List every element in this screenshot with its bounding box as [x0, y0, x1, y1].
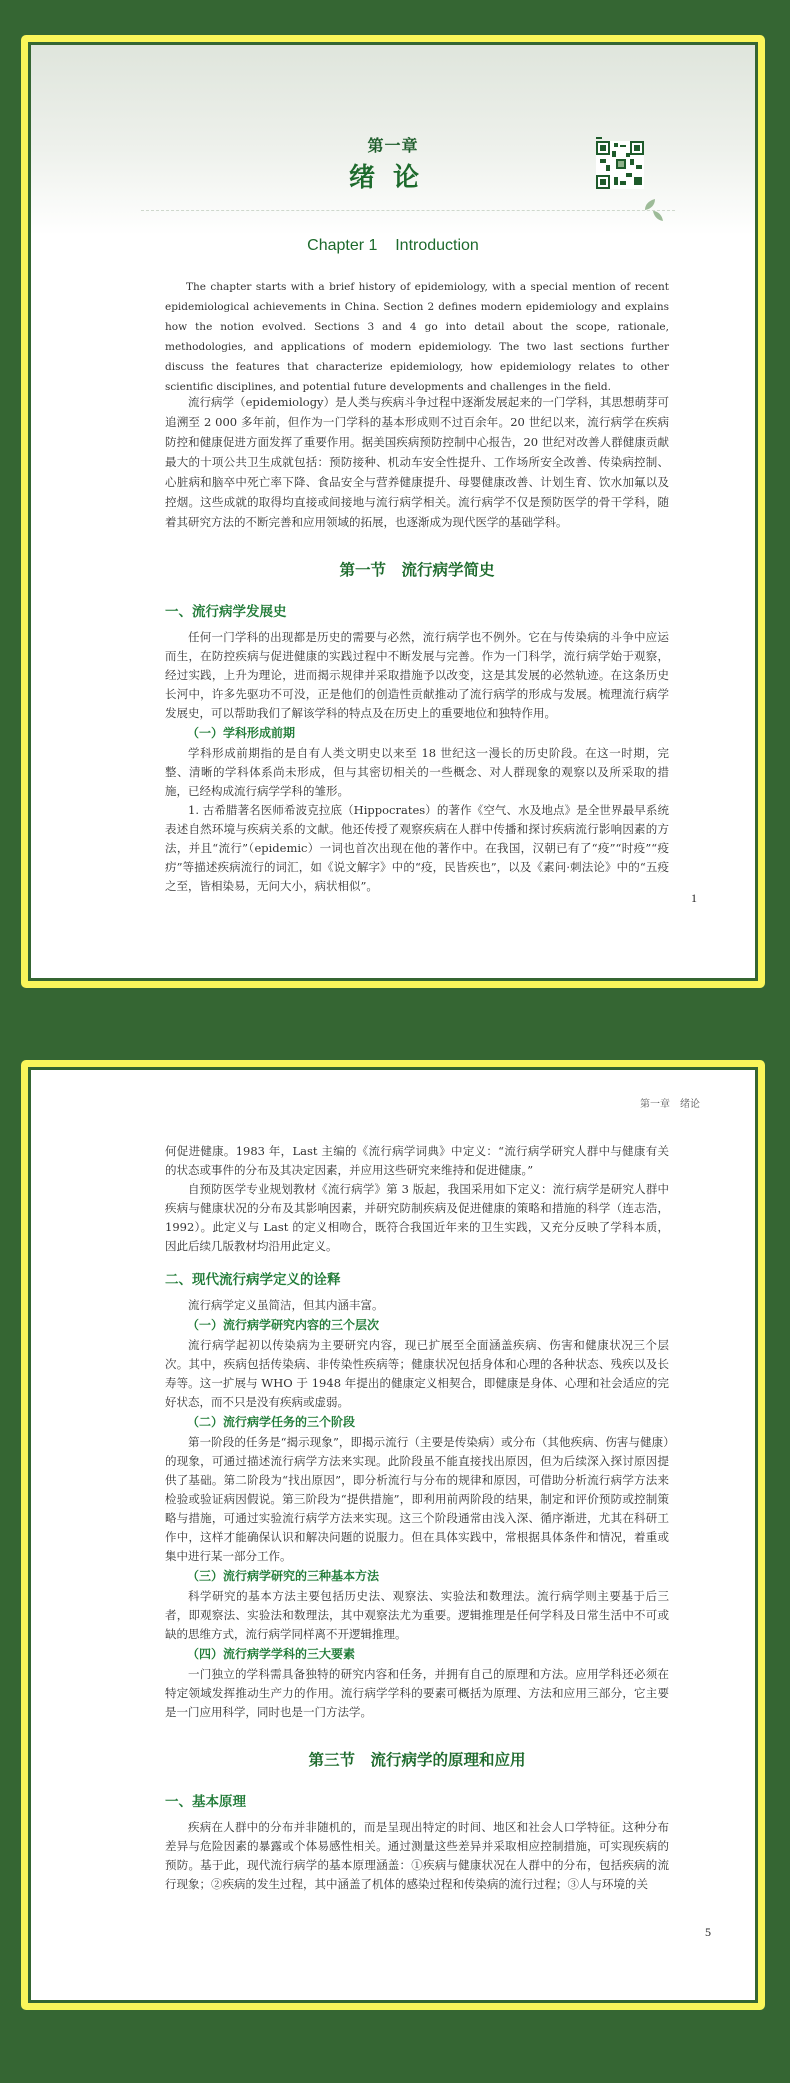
qr-code-icon[interactable] [596, 137, 644, 189]
abstract-text: The chapter starts with a brief history of epidemiology, with a special mention of recent epidemiological achievements in China. Section 2 defines modern epidemiology and explains how the notion evolved. Sections 3 and 4 go into detail about the scope, rationale, methodologies, and applications of modern epidemiology. The two last sections further discuss the features that characterize epidemiology, how epidemiology relates to other scientific disciplines, and potential future developments and challenges in the field. [165, 281, 669, 393]
page-number: 1 [691, 891, 697, 905]
section-title: 第一节 流行病学简史 [339, 561, 495, 579]
heading-2: （四）流行病学学科的三大要素 [187, 1647, 356, 1661]
heading-2: （二）流行病学任务的三个阶段 [187, 1415, 356, 1429]
heading-2: （一）学科形成前期 [187, 726, 296, 740]
english-chapter-title: Chapter 1 Introduction [307, 237, 479, 254]
paragraph: 自预防医学专业规划教材《流行病学》第 3 版起，我国采用如下定义：流行病学是研究人群中疾病与健康状况的分布及其影响因素，并研究防制疾病及促进健康的策略和措施的科学（连志浩，1992）。此定义与 Last 的定义相吻合，既符合我国近年来的卫生实践，又充分反映了学科本质，因此后续几版教材均沿用此定义。 [165, 1182, 669, 1253]
heading-2: （一）流行病学研究内容的三个层次 [187, 1318, 380, 1332]
paragraph: 流行病学定义虽简洁，但其内涵丰富。 [188, 1298, 384, 1312]
page-number: 5 [705, 1925, 711, 1939]
page1-body [165, 392, 669, 896]
paragraph: 疾病在人群中的分布并非随机的，而是呈现出特定的时间、地区和社会人口学特征。这种分布差异与危险因素的暴露或个体易感性相关。通过测量这些差异并采取相应控制措施，可实现疾病的预防。基于此，现代流行病学的基本原理涵盖：①疾病与健康状况在人群中的分布，包括疾病的流行现象；②疾病的发生过程，其中涵盖了机体的感染过程和传染病的流行过程；③人与环境的关 [165, 1820, 669, 1891]
leaf-icon [643, 198, 665, 222]
heading-2: （三）流行病学研究的三种基本方法 [187, 1569, 380, 1583]
paragraph: 流行病学起初以传染病为主要研究内容，现已扩展至全面涵盖疾病、伤害和健康状况三个层次。其中，疾病包括传染病、非传染性疾病等；健康状况包括身体和心理的各种状态、残疾以及长寿等。这一扩展与 WHO 于 1948 年提出的健康定义相契合，即健康是身体、心理和社会适应的完好状态，而不只是没有疾病或虚弱。 [165, 1338, 669, 1409]
paragraph: 何促进健康。1983 年，Last 主编的《流行病学词典》中定义：“流行病学研究人群中与健康有关的状态或事件的分布及其决定因素，并应用这些研究来维持和促进健康。” [165, 1144, 669, 1177]
section-title: 第三节 流行病学的原理和应用 [308, 1751, 526, 1769]
page-frame-2 [21, 1060, 765, 2010]
heading-1: 二、现代流行病学定义的诠释 [165, 1272, 341, 1288]
book-page-1 [31, 45, 755, 978]
page2-body [165, 1142, 669, 1894]
page-frame-1 [21, 35, 765, 988]
paragraph: 学科形成前期指的是自有人类文明史以来至 18 世纪这一漫长的历史阶段。在这一时期，完整、清晰的学科体系尚未形成，但与其密切相关的一些概念、对人群现象的观察以及所采取的措施，已经构成流行病学学科的雏形。 [165, 746, 669, 798]
chapter-title: 绪论 [348, 163, 437, 193]
heading-1: 一、基本原理 [165, 1794, 246, 1810]
running-head: 第一章 绪论 [640, 1099, 700, 1110]
paragraph: 一门独立的学科需具备独特的研究内容和任务，并拥有自己的原理和方法。应用学科还必须在特定领域发挥推动生产力的作用。流行病学学科的要素可概括为原理、方法和应用三部分，它主要是一门应用科学，同时也是一门方法学。 [165, 1667, 669, 1719]
chapter-label: 第一章 [367, 136, 419, 155]
paragraph: 任何一门学科的出现都是历史的需要与必然，流行病学也不例外。它在与传染病的斗争中应运而生，在防控疾病与促进健康的实践过程中不断发展与完善。作为一门科学，流行病学始于观察，经过实践，上升为理论，进而揭示规律并采取措施予以改变，这是其发展的必然轨迹。在这条历史长河中，许多先驱功不可没，正是他们的创造性贡献推动了流行病学的形成与发展。梳理流行病学发展史，可以帮助我们了解该学科的特点及在历史上的重要地位和独特作用。 [165, 630, 669, 720]
paragraph: 1. 古希腊著名医师希波克拉底（Hippocrates）的著作《空气、水及地点》是全世界最早系统表述自然环境与疾病关系的文献。他还传授了观察疾病在人群中传播和探讨疾病流行影响因素的方法，并且“流行”（epidemic）一词也首次出现在他的著作中。在我国，汉朝已有了“疫”“时疫”“疫疠”等描述疾病流行的词汇，如《说文解字》中的“疫，民皆疾也”，以及《素问·刺法论》中的“五疫之至，皆相染易，无问大小，病状相似”。 [165, 803, 669, 893]
intro-paragraph: 流行病学（epidemiology）是人类与疾病斗争过程中逐渐发展起来的一门学科，其思想萌芽可追溯至 2 000 多年前，但作为一门学科的基本形成则不过百余年。20 世纪以来，流行病学在疾病防控和健康促进方面发挥了重要作用。据美国疾病预防控制中心报告，20 世纪对改善人群健康贡献最大的十项公共卫生成就包括：预防接种、机动车安全性提升、工作场所安全改善、传染病控制、心脏病和脑卒中死亡率下降、食品安全与营养健康提升、母婴健康改善、计划生育、饮水加氟以及控烟。这些成就的取得均直接或间接地与流行病学相关。流行病学不仅是预防医学的骨干学科，随着其研究方法的不断完善和应用领域的拓展，也逐渐成为现代医学的基础学科。 [165, 395, 669, 529]
header-divider [141, 210, 675, 211]
english-abstract [165, 277, 669, 397]
book-page-2 [31, 1070, 755, 2000]
paragraph: 科学研究的基本方法主要包括历史法、观察法、实验法和数理法。流行病学则主要基于后三者，即观察法、实验法和数理法，其中观察法尤为重要。逻辑推理是任何学科及日常生活中不可或缺的思维方式，流行病学同样离不开逻辑推理。 [165, 1589, 669, 1641]
heading-1: 一、流行病学发展史 [165, 604, 287, 620]
paragraph: 第一阶段的任务是“揭示现象”，即揭示流行（主要是传染病）或分布（其他疾病、伤害与健康）的现象，可通过描述流行病学方法来实现。此阶段虽不能直接找出原因，但为后续深入探讨原因提供了基础。第二阶段为“找出原因”，即分析流行与分布的规律和原因，可借助分析流行病学方法来检验或验证病因假说。第三阶段为“提供措施”，即利用前两阶段的结果，制定和评价预防或控制策略与措施，可通过实验流行病学方法来实现。这三个阶段通常由浅入深、循序渐进，尤其在科研工作中，这样才能确保认识和解决问题的说服力。但在具体实践中，常根据具体条件和情况，着重或集中进行某一部分工作。 [165, 1435, 669, 1563]
